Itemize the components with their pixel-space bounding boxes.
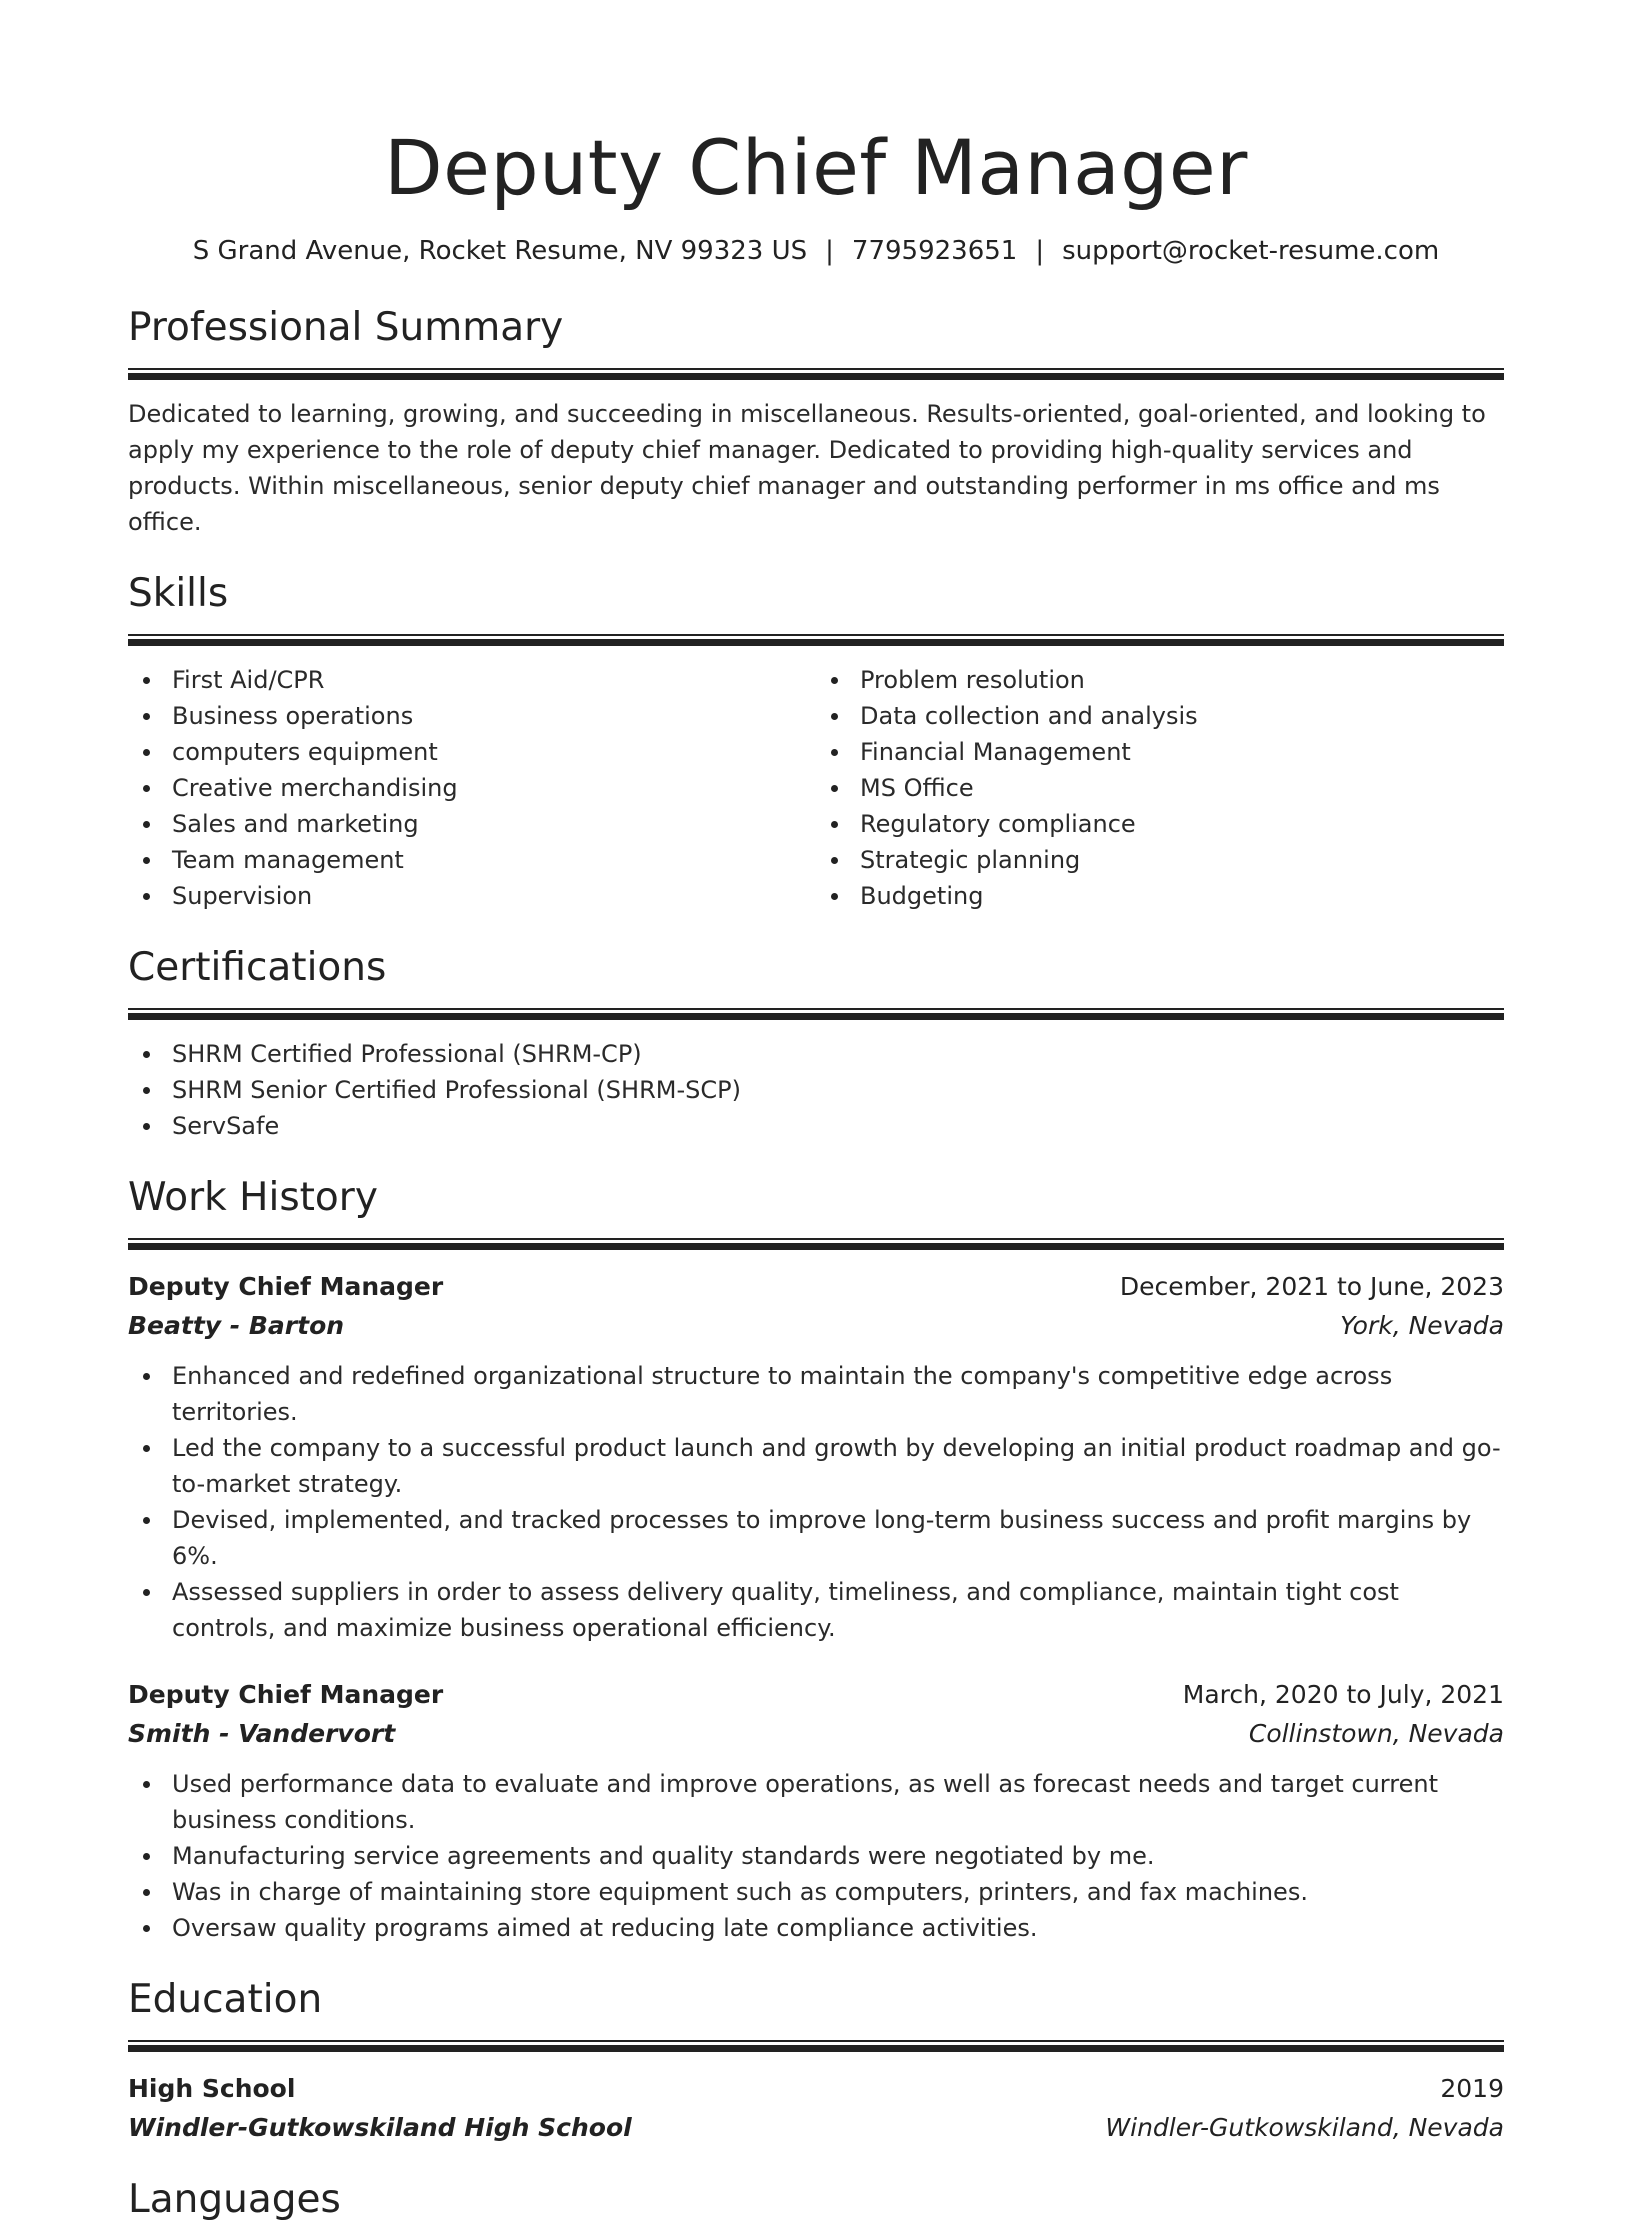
skill-item: Supervision xyxy=(128,878,816,914)
section-divider xyxy=(128,2040,1504,2052)
certification-item: ServSafe xyxy=(128,1108,1504,1144)
summary-section xyxy=(128,304,1504,540)
education-subheader xyxy=(128,2108,1504,2148)
job-subheader xyxy=(128,1714,1504,1754)
skill-item: Sales and marketing xyxy=(128,806,816,842)
job-dates: December, 2021 to June, 2023 xyxy=(1119,1272,1504,1301)
job-bullet: Enhanced and redefined organizational structure to maintain the company's competitive edge across territories. xyxy=(128,1358,1504,1430)
contact-phone: 7795923651 xyxy=(851,236,1018,266)
skill-item: Business operations xyxy=(128,698,816,734)
job-bullet: Was in charge of maintaining store equipment such as computers, printers, and fax machines. xyxy=(128,1874,1504,1910)
section-divider xyxy=(128,368,1504,380)
section-divider xyxy=(128,1008,1504,1020)
job-company: Smith - Vandervort xyxy=(128,1719,396,1748)
contact-separator: | xyxy=(825,236,834,266)
job-bullet: Manufacturing service agreements and quality standards were negotiated by me. xyxy=(128,1838,1504,1874)
job-title: Deputy Chief Manager xyxy=(128,1272,444,1301)
skill-item: First Aid/CPR xyxy=(128,662,816,698)
contact-separator: | xyxy=(1035,236,1045,266)
skills-grid xyxy=(128,662,1504,914)
job-header xyxy=(128,1268,1504,1306)
skill-item: Problem resolution xyxy=(816,662,1504,698)
job-bullet: Used performance data to evaluate and improve operations, as well as forecast needs and target current business conditions. xyxy=(128,1766,1504,1838)
section-title-skills: Skills xyxy=(128,571,229,616)
section-title-education: Education xyxy=(128,1977,323,2022)
job-bullets xyxy=(128,1766,1504,1946)
job-dates: March, 2020 to July, 2021 xyxy=(1182,1680,1504,1709)
job-bullets xyxy=(128,1358,1504,1646)
skills-section xyxy=(128,570,1504,914)
resume-name: Deputy Chief Manager xyxy=(384,123,1248,212)
work-history-section xyxy=(128,1174,1504,1946)
education-section xyxy=(128,1976,1504,2148)
job-company: Beatty - Barton xyxy=(128,1311,345,1340)
job-entry xyxy=(128,1268,1504,1646)
skill-item: MS Office xyxy=(816,770,1504,806)
skill-item: Regulatory compliance xyxy=(816,806,1504,842)
job-header xyxy=(128,1676,1504,1714)
job-title: Deputy Chief Manager xyxy=(128,1680,444,1709)
skill-item: Data collection and analysis xyxy=(816,698,1504,734)
skills-list-right xyxy=(816,662,1504,914)
skill-item: Budgeting xyxy=(816,878,1504,914)
certifications-list xyxy=(128,1036,1504,1144)
certification-item: SHRM Senior Certified Professional (SHRM-SCP) xyxy=(128,1072,1504,1108)
section-divider xyxy=(128,1238,1504,1250)
skill-item: computers equipment xyxy=(128,734,816,770)
education-year: 2019 xyxy=(1440,2074,1504,2103)
certification-item: SHRM Certified Professional (SHRM-CP) xyxy=(128,1036,1504,1072)
job-bullet: Led the company to a successful product launch and growth by developing an initial product roadmap and go-to-market strategy. xyxy=(128,1430,1504,1502)
contact-email: support@rocket-resume.com xyxy=(1062,236,1440,266)
contact-address: S Grand Avenue, Rocket Resume, NV 99323 US xyxy=(192,236,808,266)
job-bullet: Oversaw quality programs aimed at reducing late compliance activities. xyxy=(128,1910,1504,1946)
languages-section xyxy=(128,2176,1504,2224)
summary-text: Dedicated to learning, growing, and succeeding in miscellaneous. Results-oriented, goal-oriented, and looking to apply my experience to the role of deputy chief manager. Dedicated to providing high-quality services and products. Within miscellaneous, senior deputy chief manager and outstanding performer in ms office and ms office. xyxy=(128,400,1486,536)
section-divider xyxy=(128,634,1504,646)
section-title-languages: Languages xyxy=(128,2177,341,2222)
skill-item: Creative merchandising xyxy=(128,770,816,806)
skill-item: Team management xyxy=(128,842,816,878)
section-title-summary: Professional Summary xyxy=(128,305,564,350)
contact-line xyxy=(128,234,1504,268)
job-bullet: Assessed suppliers in order to assess delivery quality, timeliness, and compliance, maintain tight cost controls, and maximize business operational efficiency. xyxy=(128,1574,1504,1646)
job-entry xyxy=(128,1676,1504,1946)
skill-item: Strategic planning xyxy=(816,842,1504,878)
education-header xyxy=(128,2070,1504,2108)
education-entry xyxy=(128,2070,1504,2148)
job-location: York, Nevada xyxy=(1340,1311,1504,1340)
skills-list-left xyxy=(128,662,816,914)
certifications-section xyxy=(128,944,1504,1144)
section-title-certifications: Certifications xyxy=(128,945,387,990)
job-location: Collinstown, Nevada xyxy=(1248,1719,1504,1748)
job-subheader xyxy=(128,1306,1504,1346)
education-degree: High School xyxy=(128,2074,296,2103)
education-school: Windler-Gutkowskiland High School xyxy=(128,2113,632,2142)
education-location: Windler-Gutkowskiland, Nevada xyxy=(1105,2113,1504,2142)
skill-item: Financial Management xyxy=(816,734,1504,770)
job-bullet: Devised, implemented, and tracked processes to improve long-term business success and profit margins by 6%. xyxy=(128,1502,1504,1574)
section-title-work: Work History xyxy=(128,1175,378,1220)
